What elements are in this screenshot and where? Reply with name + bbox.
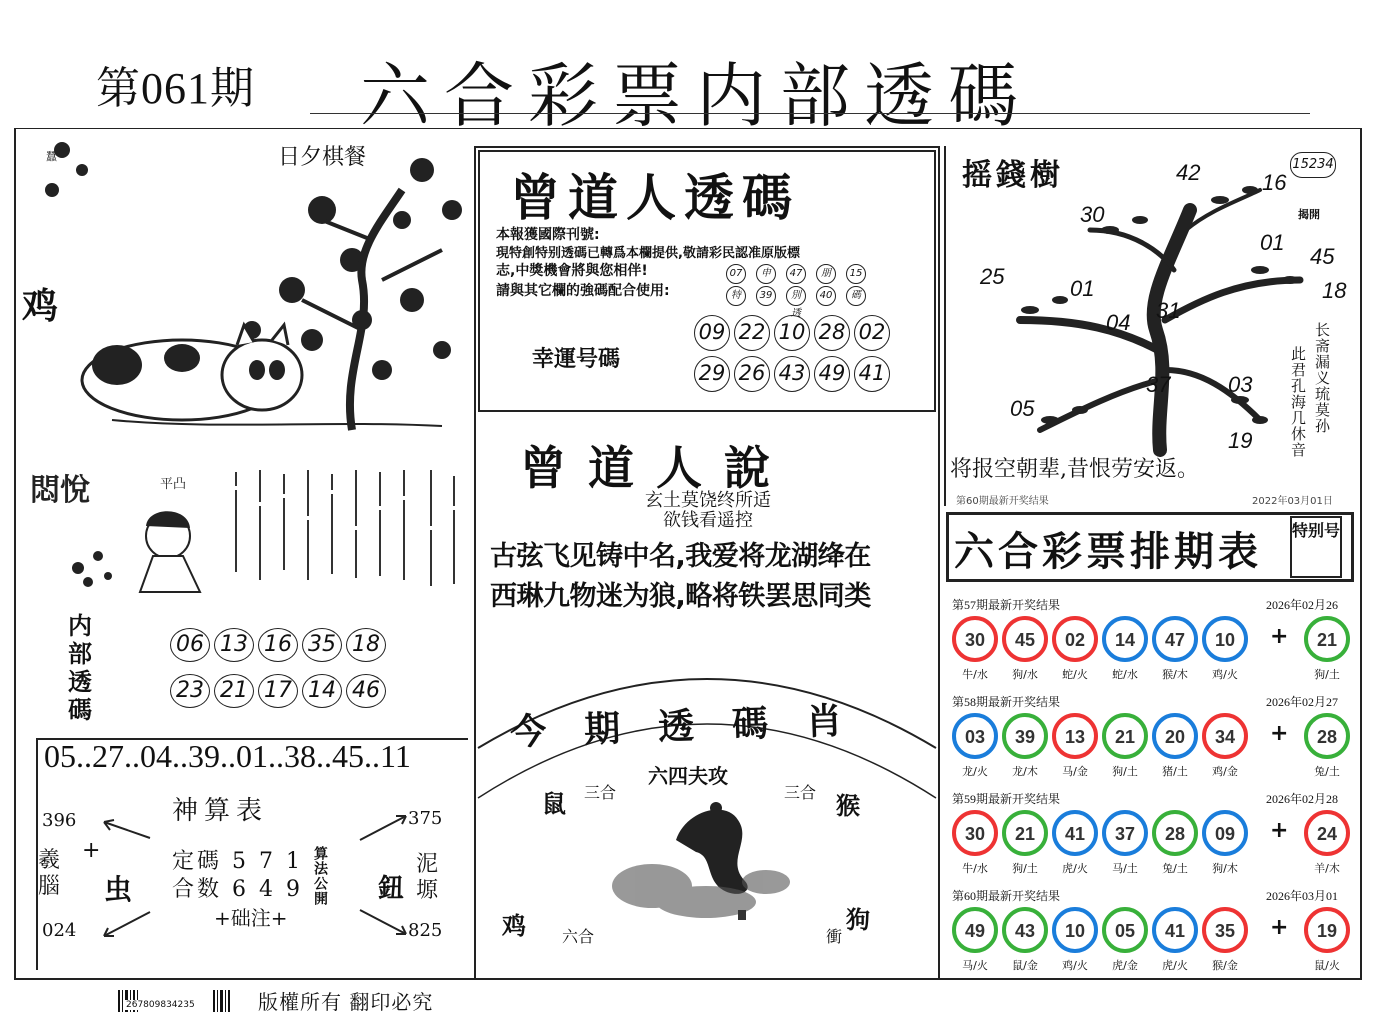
neibu-number: 23 — [170, 674, 210, 708]
ball-zodiac-label: 虎/火 — [1062, 862, 1088, 875]
zdr-line-2: 現特創特别透碼已轉爲本欄提供,敬請彩民認准原版標 — [496, 246, 800, 261]
shensuan-024: 024 — [42, 920, 77, 941]
ball-number: 02 — [1052, 616, 1098, 662]
ball-zodiac-label: 狗/水 — [1012, 668, 1038, 681]
neibu-number: 21 — [214, 674, 254, 708]
ball-zodiac-label: 牛/水 — [962, 668, 988, 681]
neibu-number: 13 — [214, 628, 254, 662]
strip-right: 2022年03月01日 — [1252, 496, 1333, 507]
shensuan-396: 396 — [42, 810, 77, 831]
shensuan-right-word: 鈕 — [378, 874, 405, 904]
corner-label: 日夕棋餐 — [278, 140, 366, 171]
ball-number: 21 — [1102, 713, 1148, 759]
sanhe-left: 三合 — [584, 785, 617, 802]
zodiac-monkey: 猴 — [836, 791, 860, 820]
issue-number: 第061期 — [96, 64, 255, 113]
special-zodiac-label: 羊/木 — [1314, 862, 1340, 875]
neibu-label: 内部透碼 — [68, 611, 92, 724]
lucky-number: 26 — [734, 356, 770, 392]
draw-date: 2026年02月28 — [1266, 792, 1339, 806]
tree-vert-1: 长斋漏义琉莫孙 — [1313, 322, 1331, 434]
special-ball: 24 — [1304, 810, 1350, 856]
ball-zodiac-label: 马/土 — [1112, 862, 1138, 875]
plus-sign: + — [1270, 721, 1289, 746]
tree-poem: 将报空朝辈,昔恨劳安返。 — [950, 457, 1199, 482]
lucky-number: 10 — [774, 315, 810, 351]
ball-number: 09 — [1202, 810, 1248, 856]
says-sub-1: 玄土莫饶终所适 — [645, 490, 771, 511]
ball-number: 30 — [952, 810, 998, 856]
small-code: 40 — [816, 286, 836, 306]
ball-number: 05 — [1102, 907, 1148, 953]
draw-date: 2026年02月27 — [1266, 695, 1339, 709]
lucky-number: 02 — [854, 315, 890, 351]
neibu-number: 16 — [258, 628, 298, 662]
tree-number: 05 — [1010, 396, 1035, 421]
special-zodiac-label: 鼠/火 — [1314, 959, 1340, 972]
shensuan-right-words2: 泥塬 — [416, 852, 439, 903]
neibu-number: 35 — [302, 628, 342, 662]
zdr-title: 曾道人透碼 — [510, 168, 800, 227]
draw-heading: 第59期最新开奖结果 — [952, 792, 1061, 806]
ball-zodiac-label: 狗/土 — [1112, 765, 1138, 778]
ball-zodiac-label: 虎/金 — [1112, 959, 1138, 972]
shensuan-left-words: 羲腦 — [38, 848, 61, 899]
draw-heading: 第57期最新开奖结果 — [952, 598, 1061, 612]
arc-title: 今期透碼肖 — [509, 698, 881, 754]
draw-heading: 第58期最新开奖结果 — [952, 695, 1061, 709]
ball-number: 20 — [1152, 713, 1198, 759]
ball-zodiac-label: 鸡/火 — [1062, 959, 1088, 972]
tree-number: 25 — [980, 264, 1005, 289]
ball-number: 13 — [1052, 713, 1098, 759]
shensuan-zhu: +础注+ — [214, 906, 288, 930]
lucky-label: 幸運号碼 — [532, 346, 621, 372]
svg-text:悶悅: 悶悅 — [30, 473, 90, 508]
sanhe-right: 三合 — [784, 785, 817, 802]
zdr-line-4: 請與其它欄的強碼配合使用: — [496, 283, 670, 299]
ball-zodiac-label: 马/金 — [1062, 765, 1088, 778]
shensuan-left-plus: + — [82, 838, 101, 863]
ball-zodiac-label: 蛇/火 — [1062, 668, 1088, 681]
tree-number: 30 — [1080, 202, 1105, 227]
ball-number: 43 — [1002, 907, 1048, 953]
tree-vert-2: 此君孔海几休音 — [1289, 346, 1307, 458]
tree-number: 31 — [1156, 298, 1181, 323]
small-code: 特 — [726, 286, 746, 306]
plus-sign: + — [1270, 818, 1289, 843]
special-ball: 19 — [1304, 907, 1350, 953]
issue-badge: 15234 — [1290, 152, 1336, 178]
ball-zodiac-label: 龙/火 — [962, 765, 988, 778]
ball-number: 14 — [1102, 616, 1148, 662]
barcode-number: 267809834235 — [126, 1000, 195, 1010]
ball-number: 28 — [1152, 810, 1198, 856]
chong-label: 衝 — [826, 929, 843, 946]
poem-line-2: 西琳九物迷为狼,略将铁罢思同类 — [490, 581, 871, 612]
ball-zodiac-label: 猴/金 — [1212, 959, 1238, 972]
ball-number: 49 — [952, 907, 998, 953]
shensuan-heshu: 合数 6 4 9 — [172, 877, 303, 902]
ball-zodiac-label: 蛇/水 — [1112, 668, 1138, 681]
ball-zodiac-label: 兔/土 — [1162, 862, 1188, 875]
copyright: 版權所有 翻印必究 — [258, 990, 434, 1014]
says-sub-2: 欲钱看遥控 — [663, 510, 753, 531]
ball-number: 41 — [1052, 810, 1098, 856]
page-title: 六合彩票内部透碼 — [360, 55, 1032, 137]
plus-sign: + — [1270, 915, 1289, 940]
plus-sign: + — [1270, 624, 1289, 649]
shensuan-375: 375 — [408, 808, 443, 829]
badge-sub: 揭開 — [1298, 208, 1320, 221]
tree-number: 03 — [1228, 372, 1253, 397]
ball-zodiac-label: 鸡/金 — [1212, 765, 1238, 778]
draw-date: 2026年02月26 — [1266, 598, 1339, 612]
title-rule — [310, 113, 1310, 116]
ball-zodiac-label: 猪/土 — [1162, 765, 1188, 778]
zdr-line-1: 本報獲國際刊號: — [496, 227, 600, 243]
zodiac-char: 鸡 — [22, 285, 59, 327]
zdr-says-title: 曾道人說 — [520, 441, 792, 495]
shensuan-825: 825 — [408, 920, 443, 941]
code-sequence: 05..27..04..39..01..38..45..11 — [44, 738, 411, 774]
small-code: 朋 — [816, 264, 836, 284]
lucky-number: 09 — [694, 315, 730, 351]
ball-number: 34 — [1202, 713, 1248, 759]
lucky-number: 49 — [814, 356, 850, 392]
svg-text:平凸: 平凸 — [160, 477, 187, 492]
draw-date: 2026年03月01 — [1266, 889, 1339, 903]
poem-line-1: 古弦飞见铸中名,我爱将龙湖绛在 — [490, 541, 871, 572]
shensuan-dingma: 定碼 5 7 1 — [172, 849, 303, 874]
tree-number: 19 — [1228, 428, 1253, 453]
ball-number: 03 — [952, 713, 998, 759]
lucky-number: 28 — [814, 315, 850, 351]
special-ball: 21 — [1304, 616, 1350, 662]
schedule-title: 六合彩票排期表 — [954, 528, 1262, 575]
ball-zodiac-label: 狗/土 — [1012, 862, 1038, 875]
ball-zodiac-label: 猴/木 — [1162, 668, 1188, 681]
small-code: 15 — [846, 264, 866, 284]
cat-flower-illustration — [22, 130, 472, 440]
tree-number: 18 — [1322, 278, 1347, 303]
lucky-number: 29 — [694, 356, 730, 392]
tree-number: 45 — [1310, 244, 1335, 269]
lady-illustration — [28, 456, 228, 596]
ball-number: 21 — [1002, 810, 1048, 856]
ball-zodiac-label: 马/火 — [962, 959, 988, 972]
tree-number: 04 — [1106, 310, 1131, 335]
ball-number: 30 — [952, 616, 998, 662]
tree-number: 42 — [1176, 160, 1201, 185]
ball-number: 39 — [1002, 713, 1048, 759]
special-label: 特别号 — [1290, 516, 1342, 578]
ball-zodiac-label: 鸡/火 — [1212, 668, 1238, 681]
small-code: 39 — [756, 286, 776, 306]
special-ball: 28 — [1304, 713, 1350, 759]
ball-number: 10 — [1052, 907, 1098, 953]
neibu-number: 17 — [258, 674, 298, 708]
tree-title: 摇錢樹 — [962, 158, 1064, 193]
zodiac-rooster: 鸡 — [502, 911, 526, 940]
neibu-number: 18 — [346, 628, 386, 662]
shensuan-left-char: 虫 — [104, 873, 133, 906]
tree-number: 37 — [1146, 372, 1171, 397]
neibu-number: 14 — [302, 674, 342, 708]
zodiac-rat: 鼠 — [542, 789, 566, 818]
small-code: 07 — [726, 264, 746, 284]
neibu-number: 46 — [346, 674, 386, 708]
ball-zodiac-label: 龙/木 — [1012, 765, 1038, 778]
ball-zodiac-label: 鼠/金 — [1012, 959, 1038, 972]
shensuan-title: 神算表 — [172, 796, 269, 826]
special-zodiac-label: 兔/土 — [1314, 765, 1340, 778]
neibu-number: 06 — [170, 628, 210, 662]
lucky-number: 22 — [734, 315, 770, 351]
small-code: 別透 — [786, 286, 806, 306]
zdr-line-3: 志,中獎機會將與您相伴! — [496, 263, 648, 279]
ball-zodiac-label: 狗/木 — [1212, 862, 1238, 875]
draw-heading: 第60期最新开奖结果 — [952, 889, 1061, 903]
ball-number: 37 — [1102, 810, 1148, 856]
liuhe-label: 六合 — [562, 929, 595, 946]
shensuan-side: 算法公開 — [312, 846, 328, 906]
special-zodiac-label: 狗/土 — [1314, 668, 1340, 681]
shensuan-arrows — [90, 808, 420, 944]
small-code: 申 — [756, 264, 776, 284]
arc-center: 六四夫攻 — [648, 764, 728, 788]
tree-number: 01 — [1070, 276, 1095, 301]
ball-number: 10 — [1202, 616, 1248, 662]
lucky-number: 41 — [854, 356, 890, 392]
tree-number: 01 — [1260, 230, 1285, 255]
tree-number: 16 — [1262, 170, 1287, 195]
ball-number: 41 — [1152, 907, 1198, 953]
small-code: 47 — [786, 264, 806, 284]
strip-left: 第60期最新开奖结果 — [956, 496, 1049, 507]
zodiac-dog: 狗 — [846, 905, 870, 934]
lucky-number: 43 — [774, 356, 810, 392]
ball-number: 35 — [1202, 907, 1248, 953]
ball-zodiac-label: 虎/火 — [1162, 959, 1188, 972]
ball-number: 45 — [1002, 616, 1048, 662]
ball-number: 47 — [1152, 616, 1198, 662]
small-code: 碼 — [846, 286, 866, 306]
ball-zodiac-label: 牛/水 — [962, 862, 988, 875]
handwritten-columns — [226, 466, 472, 596]
svg-text:蠶: 蠶 — [46, 150, 57, 163]
